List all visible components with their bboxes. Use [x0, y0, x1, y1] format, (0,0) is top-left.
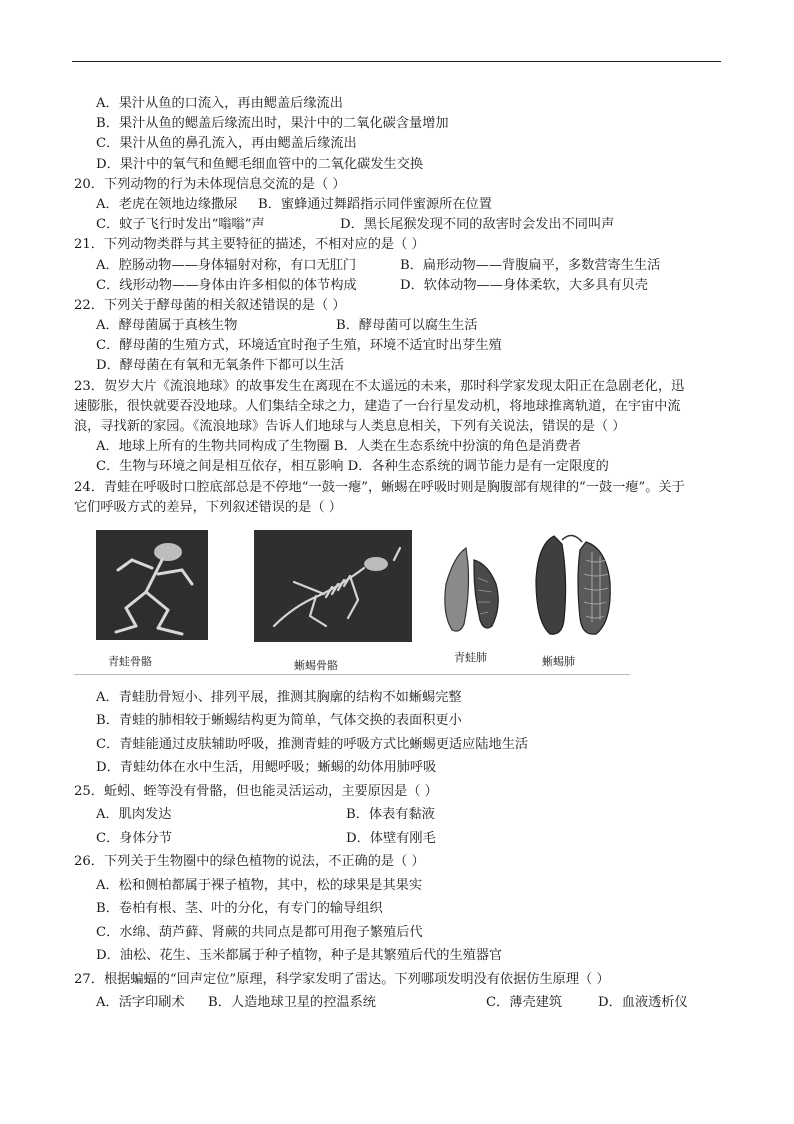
frog-skeleton-image	[96, 530, 208, 640]
q20-option-b: B．蜜蜂通过舞蹈指示同伴蜜源所在位置	[258, 196, 492, 212]
lizard-lung-image	[528, 530, 618, 640]
q23-stem-line2: 速膨胀，很快就要吞没地球。人们集结全球之力，建造了一台行星发动机，将地球推离轨道，在宇宙中流	[74, 398, 681, 414]
q20-option-a: A．老虎在领地边缘撒尿	[96, 196, 238, 212]
q25-options-row2	[74, 827, 724, 851]
q21-options-row1	[74, 256, 724, 276]
q27-option-b: B．人造地球卫星的控温系统	[208, 995, 376, 1011]
q20-stem: 20．下列动物的行为未体现信息交流的是（ ）	[74, 176, 346, 192]
q21-stem: 21．下列动物类群与其主要特征的描述，不相对应的是（ ）	[74, 237, 425, 253]
frog-lung-image	[432, 544, 508, 638]
q22-stem: 22．下列关于酵母菌的相关叙述错误的是（ ）	[74, 297, 346, 313]
q21-option-a: A．腔肠动物——身体辐射对称，有口无肛门	[96, 257, 357, 273]
lizard-lung-caption: 蜥蜴肺	[542, 654, 575, 668]
q23-options-row2: C．生物与环境之间是相互依存，相互影响 D．各种生态系统的调节能力是有一定限度的	[96, 459, 609, 475]
q21-options-row2	[74, 276, 724, 296]
q24-figure	[74, 524, 724, 680]
q24-option-a: A．青蛙肋骨短小、排列平展，推测其胸廓的结构不如蜥蜴完整	[96, 689, 462, 705]
q26-stem: 26．下列关于生物圈中的绿色植物的说法，不正确的是（ ）	[74, 854, 425, 870]
q24-stem-line2: 它们呼吸方式的差异，下列叙述错误的是（ ）	[74, 499, 342, 515]
q25-option-a: A．肌肉发达	[96, 807, 172, 823]
figure-bottom-rule	[74, 674, 630, 675]
q26-option-d: D．油松、花生、玉米都属于种子植物，种子是其繁殖后代的生殖器官	[96, 948, 503, 964]
q25-stem: 25．蚯蚓、蛭等没有骨骼，但也能灵活运动，主要原因是（ ）	[74, 783, 438, 799]
q27-stem: 27．根据蝙蝠的“回声定位”原理，科学家发明了雷达。下列哪项发明没有依据仿生原理（ ）	[74, 971, 610, 987]
q24-stem-line1: 24．青蛙在呼吸时口腔底部总是不停地“一鼓一瘪”，蜥蜴在呼吸时则是胸腹部有规律的“一鼓一瘪”。关于	[74, 479, 685, 495]
q27-option-a: A．活字印刷术	[96, 995, 185, 1011]
lizard-skeleton-image	[254, 530, 412, 642]
exam-page-content	[74, 94, 724, 1015]
q22-option-b: B．酵母菌可以腐生生活	[336, 318, 478, 334]
q25-option-d: D．体壁有刚毛	[346, 830, 436, 846]
q20-option-c: C．蚊子飞行时发出“嗡嗡”声	[96, 217, 265, 233]
q25-options-row1	[74, 803, 724, 827]
q22-option-c: C．酵母菌的生殖方式，环境适宜时孢子生殖，环境不适宜时出芽生殖	[96, 338, 502, 354]
q21-option-b: B．扁形动物——背腹扁平，多数营寄生生活	[400, 257, 661, 273]
q23-stem-line1: 23．贺岁大片《流浪地球》的故事发生在离现在不太遥远的未来，那时科学家发现太阳正在急剧老化，迅	[74, 378, 685, 394]
q19-option-d: D．果汁中的氧气和鱼鳃毛细血管中的二氧化碳发生交换	[96, 156, 424, 172]
header-rule	[72, 61, 721, 62]
q19-option-c: C．果汁从鱼的鼻孔流入，再由鳃盖后缘流出	[96, 136, 357, 152]
q24-option-b: B．青蛙的肺相较于蜥蜴结构更为简单，气体交换的表面积更小	[96, 713, 462, 729]
q22-option-a: A．酵母菌属于真核生物	[96, 318, 238, 334]
q27-options-row	[74, 991, 724, 1015]
q21-option-d: D．软体动物——身体柔软，大多具有贝壳	[400, 277, 648, 293]
frog-skeleton-caption: 青蛙骨骼	[108, 654, 152, 668]
q26-option-a: A．松和侧柏都属于裸子植物，其中，松的球果是其果实	[96, 877, 423, 893]
q23-options-row1: A．地球上所有的生物共同构成了生物圈 B．人类在生态系统中扮演的角色是消费者	[96, 439, 581, 455]
q21-option-c: C．线形动物——身体由许多相似的体节构成	[96, 277, 357, 293]
q24-option-c: C．青蛙能通过皮肤辅助呼吸，推测青蛙的呼吸方式比蜥蜴更适应陆地生活	[96, 736, 529, 752]
q27-option-d: D．血液透析仪	[598, 995, 688, 1011]
lizard-skeleton-caption: 蜥蜴骨骼	[294, 658, 338, 672]
q25-option-c: C．身体分节	[96, 830, 173, 846]
q20-options-row2	[74, 215, 724, 235]
q24-option-d: D．青蛙幼体在水中生活，用鳃呼吸；蜥蜴的幼体用肺呼吸	[96, 760, 437, 776]
q26-option-c: C．水绵、葫芦藓、肾蕨的共同点是都可用孢子繁殖后代	[96, 924, 423, 940]
q22-option-d: D．酵母菌在有氧和无氧条件下都可以生活	[96, 358, 344, 374]
q20-option-d: D．黑长尾猴发现不同的敌害时会发出不同叫声	[340, 217, 615, 233]
q19-option-a: A．果汁从鱼的口流入，再由鳃盖后缘流出	[96, 96, 343, 111]
q23-stem-line3: 浪，寻找新的家园。《流浪地球》告诉人们地球与人类息息相关，下列有关说法，错误的是（ ）	[74, 419, 626, 434]
q20-options-row1	[74, 195, 724, 215]
frog-lung-caption: 青蛙肺	[454, 650, 487, 664]
q26-option-b: B．卷柏有根、茎、叶的分化，有专门的输导组织	[96, 901, 383, 917]
q25-option-b: B．体表有黏液	[346, 807, 435, 823]
q22-options-row1	[74, 316, 724, 336]
q27-option-c: C．薄壳建筑	[486, 995, 563, 1011]
q19-option-b: B．果汁从鱼的鳃盖后缘流出时，果汁中的二氧化碳含量增加	[96, 116, 449, 132]
